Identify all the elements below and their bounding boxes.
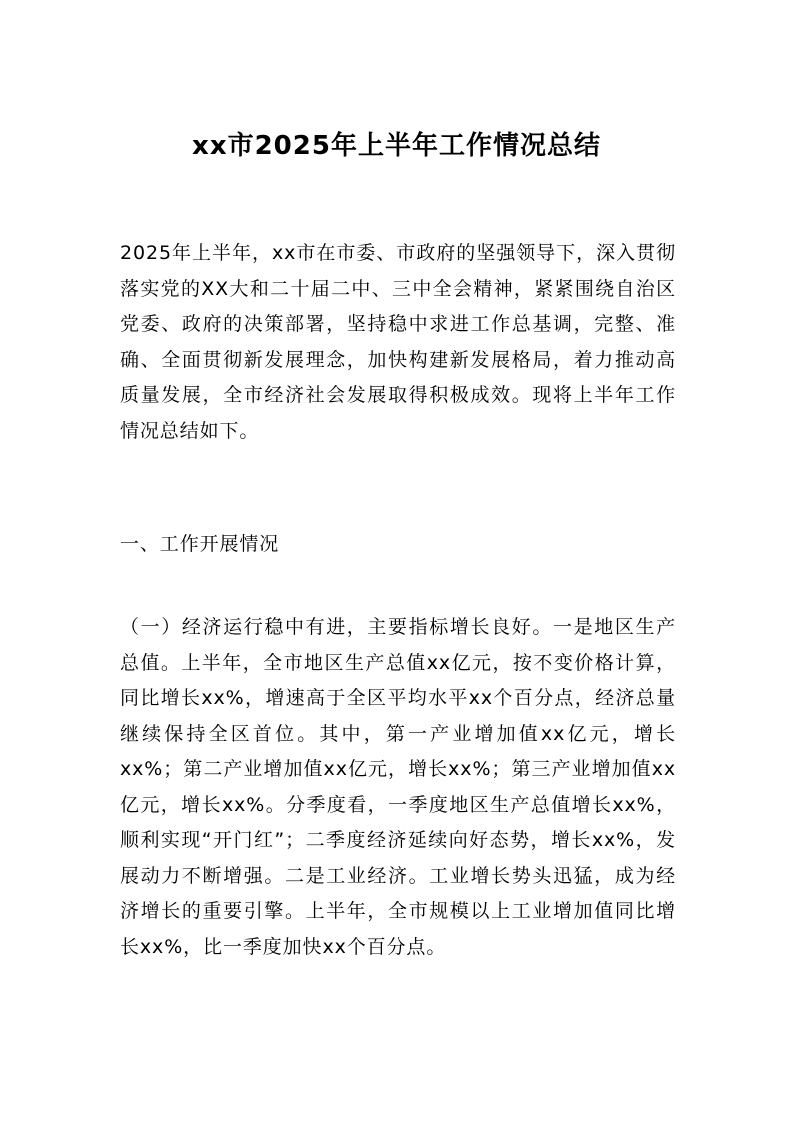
section-paragraph: （一）经济运行稳中有进，主要指标增长良好。一是地区生产总值。上半年，全市地区生产总值xx亿元，按不变价格计算，同比增长xx%，增速高于全区平均水平xx个百分点，经济总量继续保持全区首位。其中，第一产业增加值xx亿元，增长xx%；第二产业增加值xx亿元，增长xx%；第三产业增加值xx亿元，增长xx%。分季度看，一季度地区生产总值增长xx%，顺利实现“开门红”；二季度经济延续向好态势，增长xx%，发展动力不断增强。二是工业经济。工业增长势头迅猛，成为经济增长的重要引擎。上半年，全市规模以上工业增加值同比增长xx%，比一季度加快xx个百分点。 (120, 616, 676, 958)
intro-paragraph: 2025年上半年，xx市在市委、市政府的坚强领导下，深入贯彻落实党的XX大和二十届二中、三中全会精神，紧紧围绕自治区党委、政府的决策部署，坚持稳中求进工作总基调，完整、准确、全面贯彻新发展理念，加快构建新发展格局，着力推动高质量发展，全市经济社会发展取得积极成效。现将上半年工作情况总结如下。 (120, 242, 676, 442)
section-heading: 一、工作开展情况 (120, 533, 280, 555)
document-title: xx市2025年上半年工作情况总结 (192, 131, 601, 161)
